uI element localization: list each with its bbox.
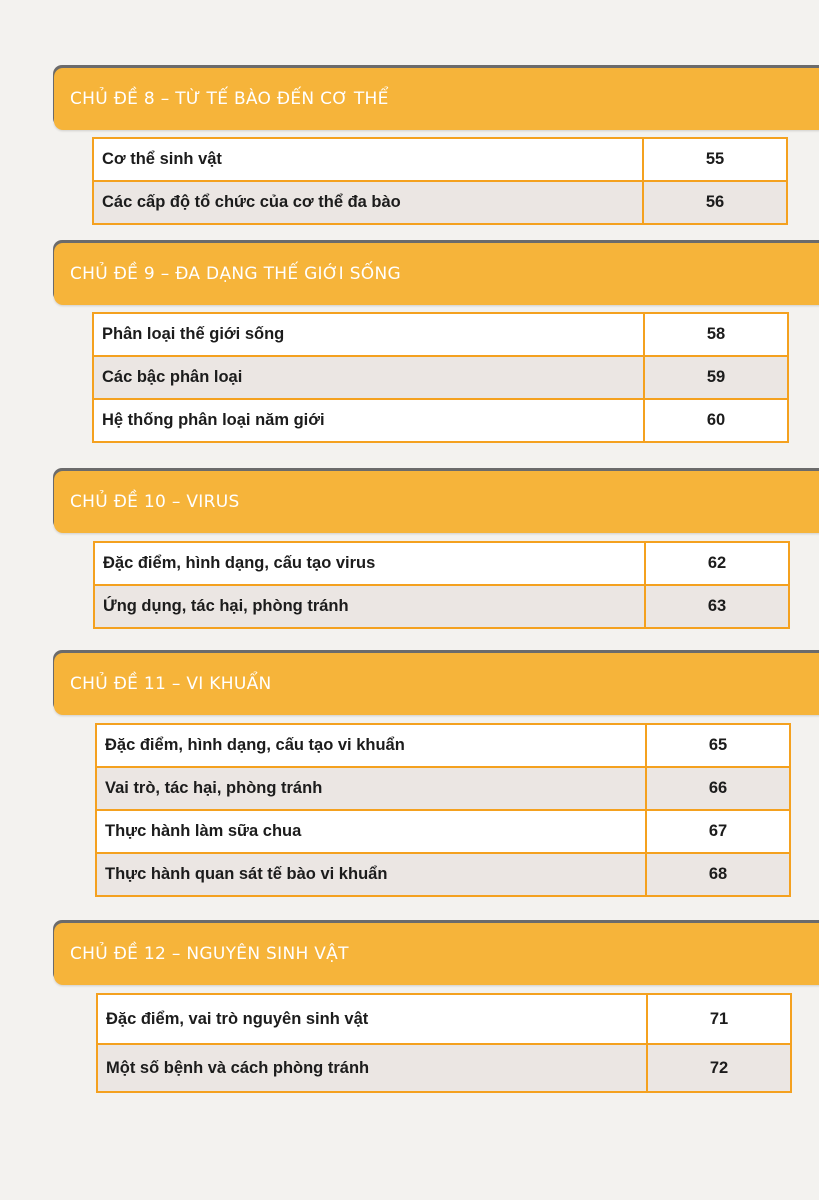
section-10-table [93, 541, 790, 629]
toc-row-page: 72 [709, 1058, 729, 1077]
toc-row-title: Vai trò, tác hại, phòng tránh [97, 768, 647, 809]
toc-row-page: 68 [708, 865, 728, 883]
toc-row[interactable] [94, 314, 787, 357]
section-12-heading: CHỦ ĐỀ 12 – NGUYÊN SINH VẬT [54, 923, 819, 985]
toc-row-title: Thực hành quan sát tế bào vi khuẩn [97, 854, 647, 895]
toc-row[interactable] [95, 586, 788, 627]
toc-row[interactable] [94, 400, 787, 441]
toc-row[interactable] [98, 1045, 790, 1091]
toc-row[interactable] [98, 995, 790, 1045]
toc-row[interactable] [97, 854, 789, 895]
toc-row-page: 62 [707, 554, 727, 572]
toc-row-title: Đặc điểm, hình dạng, cấu tạo vi khuẩn [97, 725, 647, 766]
section-12-table [96, 993, 792, 1093]
toc-row-title: Phân loại thế giới sống [94, 314, 645, 355]
toc-row-page: 56 [705, 193, 725, 211]
section-9-table [92, 312, 789, 443]
toc-row[interactable] [97, 811, 789, 854]
toc-row[interactable] [95, 543, 788, 586]
toc-row-title: Thực hành làm sữa chua [97, 811, 647, 852]
section-8-heading: CHỦ ĐỀ 8 – TỪ TẾ BÀO ĐẾN CƠ THỂ [54, 68, 819, 130]
toc-row-page: 65 [708, 736, 728, 754]
toc-row-page: 59 [706, 368, 726, 386]
toc-row-title: Một số bệnh và cách phòng tránh [98, 1045, 648, 1091]
toc-row-title: Đặc điểm, hình dạng, cấu tạo virus [95, 543, 646, 584]
toc-row-page: 71 [709, 1009, 729, 1028]
toc-row-page: 58 [706, 325, 726, 343]
toc-row[interactable] [97, 768, 789, 811]
toc-row[interactable] [94, 357, 787, 400]
toc-row-title: Ứng dụng, tác hại, phòng tránh [95, 586, 646, 627]
toc-row-title: Các bậc phân loại [94, 357, 645, 398]
toc-row-page: 63 [707, 597, 727, 615]
toc-row-title: Đặc điểm, vai trò nguyên sinh vật [98, 995, 648, 1043]
section-11-heading: CHỦ ĐỀ 11 – VI KHUẨN [54, 653, 819, 715]
toc-row-page: 55 [705, 150, 725, 168]
section-9-heading: CHỦ ĐỀ 9 – ĐA DẠNG THẾ GIỚI SỐNG [54, 243, 819, 305]
toc-row-page: 66 [708, 779, 728, 797]
toc-row[interactable] [97, 725, 789, 768]
toc-row-title: Các cấp độ tổ chức của cơ thể đa bào [94, 182, 644, 223]
toc-row-page: 60 [706, 411, 726, 429]
toc-row[interactable] [94, 139, 786, 182]
toc-row-title: Hệ thống phân loại năm giới [94, 400, 645, 441]
section-11-table [95, 723, 791, 897]
section-8-table [92, 137, 788, 225]
toc-row-page: 67 [708, 822, 728, 840]
toc-row[interactable] [94, 182, 786, 223]
section-10-heading: CHỦ ĐỀ 10 – VIRUS [54, 471, 819, 533]
toc-row-title: Cơ thể sinh vật [94, 139, 644, 180]
